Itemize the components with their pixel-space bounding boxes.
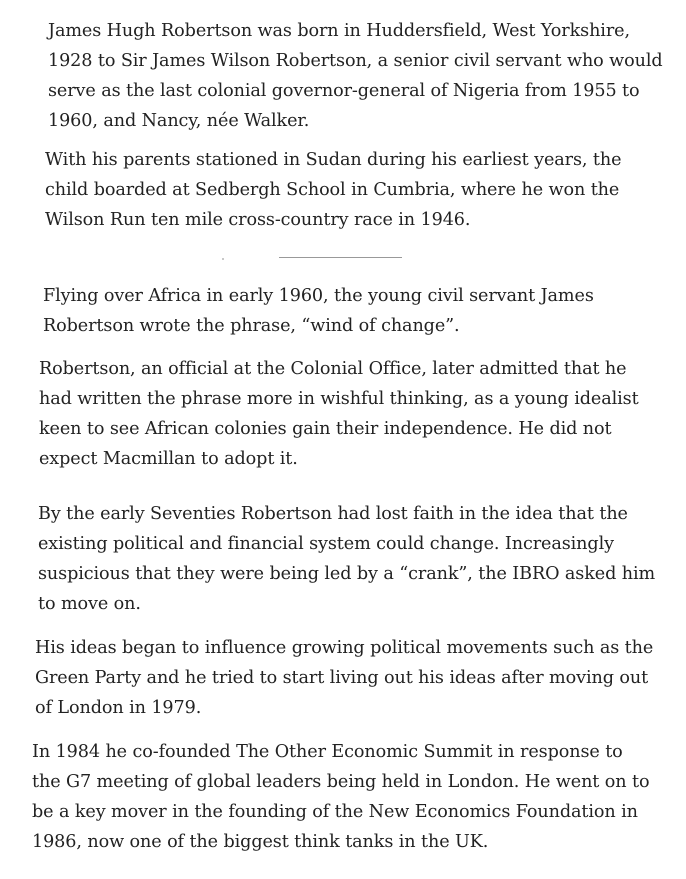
paragraph-colonial-office: Robertson, an official at the Colonial Office, later admitted that he had written the phrase more in wishful thinking, as a young idealist keen to see African colonies gain their independence. He did not expect Macmillan to adopt it. [39, 359, 639, 469]
paragraph-green-party: His ideas began to influence growing political movements such as the Green Party and he tried to start living out his ideas after moving out of London in 1979. [35, 638, 654, 718]
paragraph-wind-of-change: Flying over Africa in early 1960, the young civil servant James Robertson wrote the phrase, “wind of change”. [43, 286, 594, 336]
paragraph-seventies: By the early Seventies Robertson had lost faith in the idea that the existing political and financial system could change. Increasingly suspicious that they were being led by a “crank”, the IBRO asked him to move on. [38, 504, 656, 614]
paragraph-birth: James Hugh Robertson was born in Huddersfield, West Yorkshire, 1928 to Sir James Wilson Robertson, a senior civil servant who would serve as the last colonial governor-general of Nigeria from 1955 to 1960, and Nancy, née Walker. [48, 21, 663, 131]
section-divider [279, 257, 402, 258]
paragraph-childhood: With his parents stationed in Sudan during his earliest years, the child boarded at Sedbergh School in Cumbria, where he won the Wilson Run ten mile cross-country race in 1946. [45, 150, 622, 230]
paragraph-other-economic-summit: In 1984 he co-founded The Other Economic Summit in response to the G7 meeting of global leaders being held in London. He went on to be a key mover in the founding of the New Economics Foundation in 1986, now one of the biggest think tanks in the UK. [32, 742, 650, 852]
divider-dot [222, 258, 224, 260]
